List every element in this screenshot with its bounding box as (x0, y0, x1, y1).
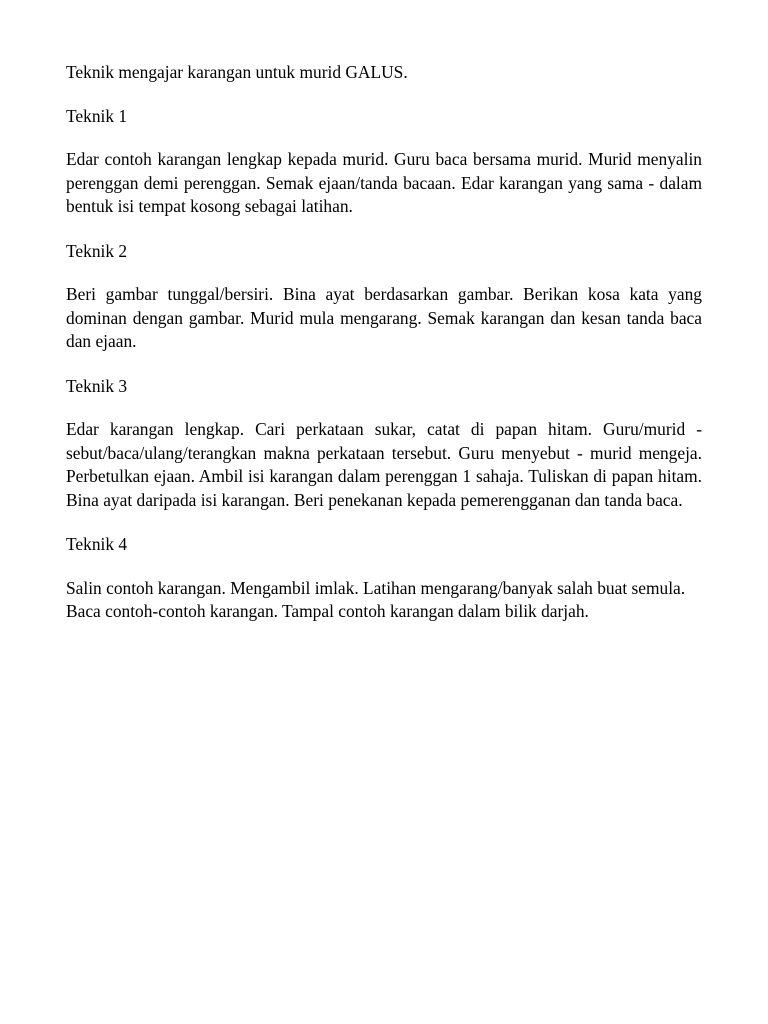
section-heading: Teknik 3 (66, 375, 128, 396)
section-teknik-1 (66, 105, 702, 219)
section-heading: Teknik 4 (66, 534, 128, 554)
section-teknik-4 (66, 533, 702, 624)
document-title: Teknik mengajar karangan untuk murid GALUS. (66, 62, 408, 82)
section-paragraph: Edar contoh karangan lengkap kepada murid. Guru baca bersama murid. Murid menyalin perenggan demi perenggan. Semak ejaan/tanda bacaan. Edar karangan yang sama - dalam bentuk isi tempat kosong sebagai latihan. (66, 149, 702, 216)
section-paragraph: Beri gambar tunggal/bersiri. Bina ayat berdasarkan gambar. Berikan kosa kata yang dominan dengan gambar. Murid mula mengarang. Semak karangan dan kesan tanda baca dan ejaan. (66, 284, 702, 351)
document-page (66, 61, 702, 645)
section-paragraph: Salin contoh karangan. Mengambil imlak. Latihan mengarang/banyak salah buat semula. Baca contoh-contoh karangan. Tampal contoh karangan dalam bilik darjah. (66, 577, 686, 621)
section-heading: Teknik 1 (66, 105, 128, 126)
section-teknik-3 (66, 375, 702, 513)
section-heading: Teknik 2 (66, 240, 128, 261)
section-teknik-2 (66, 240, 702, 354)
section-paragraph: Edar karangan lengkap. Cari perkataan sukar, catat di papan hitam. Guru/murid - sebut/baca/ulang/terangkan makna perkataan tersebut. Guru menyebut - murid mengeja. Perbetulkan ejaan. Ambil isi karangan dalam perenggan 1 sahaja. Tuliskan di papan hitam. Bina ayat daripada isi karangan. Beri penekanan kepada pemerengganan dan tanda baca. (66, 419, 702, 510)
